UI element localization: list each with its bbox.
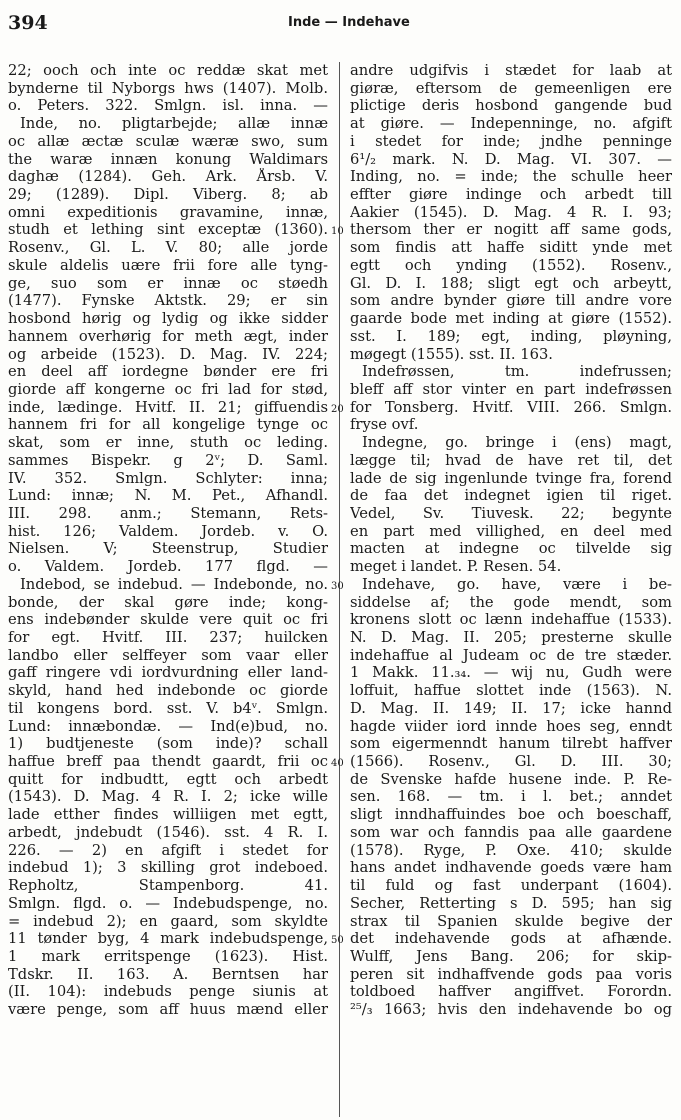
right-column-line: strax til Spanien skulde begive der: [350, 912, 672, 930]
right-column-line: N. D. Mag. II. 205; presterne skulle: [350, 629, 672, 646]
left-column-line: studh et lething sint exceptæ (1360).: [8, 221, 328, 239]
right-column-line: Gl. D. I. 188; sligt egt och arbeytt,: [350, 274, 672, 292]
right-column-line: thersom ther er nogitt aff same gods,: [350, 221, 672, 239]
left-column-line: Nielsen. V; Steenstrup, Studier: [8, 540, 328, 558]
left-column-line: (1543). D. Mag. 4 R. I. 2; icke wille: [8, 788, 328, 806]
left-column-line: omni expeditionis gravamine, innæ,: [8, 203, 328, 221]
right-column-line: (1566). Rosenv., Gl. D. III. 30;: [350, 753, 672, 771]
left-column-line: Lund: innæbondæ. — Ind(e)bud, no.: [8, 717, 328, 735]
left-column-line: landbo eller selffeyer som vaar eller: [8, 646, 328, 664]
left-column-line: giorde aff kongerne oc fri lad for stød,: [8, 380, 328, 398]
left-column-line: Smlgn. flgd. o. — Indebudspenge, no.: [8, 894, 328, 912]
right-column-line: Indehave, go. have, være i be-: [362, 575, 672, 593]
left-column-line: 22; ooch och inte oc reddæ skat met: [8, 62, 328, 79]
left-column-line: 11 tønder byg, 4 mark indebudspenge,: [8, 930, 328, 948]
line-number: 30: [331, 580, 344, 592]
right-column-line: som andre bynder giøre till andre vore: [350, 292, 672, 310]
right-column-line: sst. I. 189; egt, inding, pløyning,: [350, 327, 672, 345]
right-column-line: sen. 168. — tm. i l. bet.; anndet: [350, 788, 672, 806]
left-column-line: lade etther findes williigen met egtt,: [8, 806, 328, 824]
left-column-line: inde, lædinge. Hvitf. II. 21; giffuendis: [8, 398, 328, 416]
right-column-line: Secher, Retterting s D. 595; han sig: [350, 894, 672, 912]
left-column-line: IV. 352. Smlgn. Schlyter: inna;: [8, 469, 328, 487]
running-head: Inde — Indehave: [288, 15, 410, 30]
right-column-line: fryse ovf.: [350, 416, 419, 434]
right-column-line: ²⁵/₃ 1663; hvis den indehavende bo og: [350, 1001, 672, 1019]
right-column-line: sligt inndhaffuindes boe och boeschaff,: [350, 806, 672, 824]
right-column-line: siddelse af; the gode mendt, som: [350, 593, 672, 611]
right-column-line: hagde viider iord innde hoes seg, enndt: [350, 717, 672, 735]
right-column-line: som eigermenndt hanum tilrebt haffver: [350, 735, 672, 753]
page-header: [8, 12, 673, 38]
left-column-line: 1) budtjeneste (som inde)? schall: [8, 735, 328, 753]
left-column-line: ge, suo som er innæ oc støedh: [8, 274, 328, 292]
left-column-line: daghæ (1284). Geh. Ark. Årsb. V.: [8, 168, 328, 186]
right-column-line: kronens slott oc lænn indehaffue (1533).: [350, 611, 672, 629]
left-column-line: the waræ innæn konung Waldimars: [8, 150, 328, 168]
left-column-line: haffue breff paa thendt gaardt, frii oc: [8, 753, 328, 771]
left-column-line: o. Peters. 322. Smlgn. isl. inna. —: [8, 97, 328, 115]
right-column-line: 1 Makk. 11.₃₄. — wij nu, Gudh were: [350, 664, 672, 682]
left-column-line: arbedt, jndebudt (1546). sst. 4 R. I.: [8, 823, 328, 841]
right-column-line: at giøre. — Indepenninge, no. afgift: [350, 115, 672, 133]
left-column-line: 1 mark erritspenge (1623). Hist.: [8, 947, 328, 965]
right-column-line: effter giøre indinge och arbedt till: [350, 186, 672, 204]
left-column-line: skyld, hand hed indebonde oc giorde: [8, 682, 328, 700]
right-column-line: Aakier (1545). D. Mag. 4 R. I. 93;: [350, 203, 672, 221]
left-column-line: bynderne til Nyborgs hws (1407). Molb.: [8, 79, 328, 97]
right-column-line: Indegne, go. bringe i (ens) magt,: [362, 434, 672, 452]
left-column-line: o. Valdem. Jordeb. 177 flgd. —: [8, 558, 328, 576]
left-column-line: oc allæ æctæ sculæ wæræ swo, sum: [8, 132, 328, 150]
line-number: 50: [331, 935, 344, 947]
right-column-line: loffuit, haffue slottet inde (1563). N.: [350, 682, 672, 700]
right-column-line: gaarde bode met inding at giøre (1552).: [350, 310, 672, 328]
right-column-line: andre udgifvis i stædet for laab at: [350, 62, 672, 79]
right-column-line: Vedel, Sv. Tiuvesk. 22; begynte: [350, 504, 672, 522]
left-column-line: skule aldelis uære frii fore alle tyng-: [8, 256, 328, 274]
right-column-line: for Tonsberg. Hvitf. VIII. 266. Smlgn.: [350, 398, 672, 416]
left-column-line: til kongens bord. sst. V. b4ᵛ. Smlgn.: [8, 699, 328, 717]
right-column-line: møgegt (1555). sst. II. 163.: [350, 345, 553, 363]
left-column-line: = indebud 2); en gaard, som skyldte: [8, 912, 328, 930]
line-number: 40: [331, 758, 344, 770]
line-number: 20: [331, 403, 344, 415]
right-column-line: som findis att haffe siditt ynde met: [350, 239, 672, 257]
right-column-line: til fuld og fast underpant (1604).: [350, 877, 672, 895]
right-column-line: peren sit indhaffvende gods paa voris: [350, 965, 672, 983]
left-column-line: en deel aff iordegne bønder ere fri: [8, 363, 328, 381]
left-column-line: 226. — 2) en afgift i stedet for: [8, 841, 328, 859]
left-column: [8, 62, 328, 1019]
left-column-line: Indebod, se indebud. — Indebonde, no.: [20, 575, 328, 593]
right-column-line: en part med villighed, en deel med: [350, 522, 672, 540]
left-column-line: (II. 104): indebuds penge siunis at: [8, 983, 328, 1001]
right-column-line: 6¹/₂ mark. N. D. Mag. VI. 307. —: [350, 150, 672, 168]
right-column-line: meget i landet. P. Resen. 54.: [350, 558, 562, 576]
right-column-line: macten at indegne oc tilvelde sig: [350, 540, 672, 558]
left-column-line: indebud 1); 3 skilling grot indeboed.: [8, 859, 328, 877]
right-column-line: i stedet for inde; jndhe penninge: [350, 132, 672, 150]
left-column-line: Lund: innæ; N. M. Pet., Afhandl.: [8, 487, 328, 505]
left-column-line: være penge, som aff huus mænd eller: [8, 1001, 328, 1019]
left-column-line: ens indebønder skulde vere quit oc fri: [8, 611, 328, 629]
right-column-line: indehaffue al Judeam oc de tre stæder.: [350, 646, 672, 664]
left-column-line: sammes Bispekr. g 2ᵛ; D. Saml.: [8, 451, 328, 469]
right-column-line: (1578). Ryge, P. Oxe. 410; skulde: [350, 841, 672, 859]
left-column-line: Tdskr. II. 163. A. Berntsen har: [8, 965, 328, 983]
page-number: 394: [8, 12, 48, 34]
right-column-line: Indefrøssen, tm. indefrussen;: [362, 363, 672, 381]
right-column-line: de Svenske hafde husene inde. P. Re-: [350, 770, 672, 788]
right-column: [350, 62, 672, 1019]
left-column-line: Repholtz, Stampenborg. 41.: [8, 877, 328, 895]
right-column-line: D. Mag. II. 149; II. 17; icke hannd: [350, 699, 672, 717]
right-column-line: lægge til; hvad de have ret til, det: [350, 451, 672, 469]
left-column-line: gaff ringere vdi iordvurdning eller land-: [8, 664, 328, 682]
right-column-line: toldboed haffver angiffvet. Forordn.: [350, 983, 672, 1001]
right-column-line: giøræ, eftersom de gemeenligen ere: [350, 79, 672, 97]
left-column-line: hosbond hørig og lydig og ikke sidder: [8, 310, 328, 328]
left-column-line: hannem overhørig for meth ægt, inder: [8, 327, 328, 345]
left-column-line: bonde, der skal gøre inde; kong-: [8, 593, 328, 611]
line-number: 10: [331, 226, 344, 238]
right-column-line: lade de sig ingenlunde tvinge fra, forend: [350, 469, 672, 487]
left-column-line: for egt. Hvitf. III. 237; huilcken: [8, 629, 328, 646]
left-column-line: Inde, no. pligtarbejde; allæ innæ: [20, 115, 328, 133]
right-column-line: det indehavende gods at afhænde.: [350, 930, 672, 948]
right-column-line: bleff aff stor vinter en part indefrøssen: [350, 380, 672, 398]
right-column-line: Inding, no. = inde; the schulle heer: [350, 168, 672, 186]
left-column-line: (1477). Fynske Aktstk. 29; er sin: [8, 292, 328, 310]
left-column-line: quitt for indbudtt, egtt och arbedt: [8, 770, 328, 788]
right-column-line: de faa det indegnet igien til riget.: [350, 487, 672, 505]
right-column-line: plictige deris hosbond gangende bud: [350, 97, 672, 115]
left-column-line: hannem fri for all kongelige tynge oc: [8, 416, 328, 434]
left-column-line: skat, som er inne, stuth oc leding.: [8, 434, 328, 452]
right-column-line: Wulff, Jens Bang. 206; for skip-: [350, 947, 672, 965]
left-column-line: og arbeide (1523). D. Mag. IV. 224;: [8, 345, 328, 363]
right-column-line: hans andet indhavende goeds være ham: [350, 859, 672, 877]
left-column-line: hist. 126; Valdem. Jordeb. v. O.: [8, 522, 328, 540]
left-column-line: Rosenv., Gl. L. V. 80; alle jorde: [8, 239, 328, 257]
right-column-line: som war och fanndis paa alle gaardene: [350, 823, 672, 841]
right-column-line: egtt och ynding (1552). Rosenv.,: [350, 256, 672, 274]
left-column-line: III. 298. anm.; Stemann, Rets-: [8, 504, 328, 522]
left-column-line: 29; (1289). Dipl. Viberg. 8; ab: [8, 186, 328, 204]
